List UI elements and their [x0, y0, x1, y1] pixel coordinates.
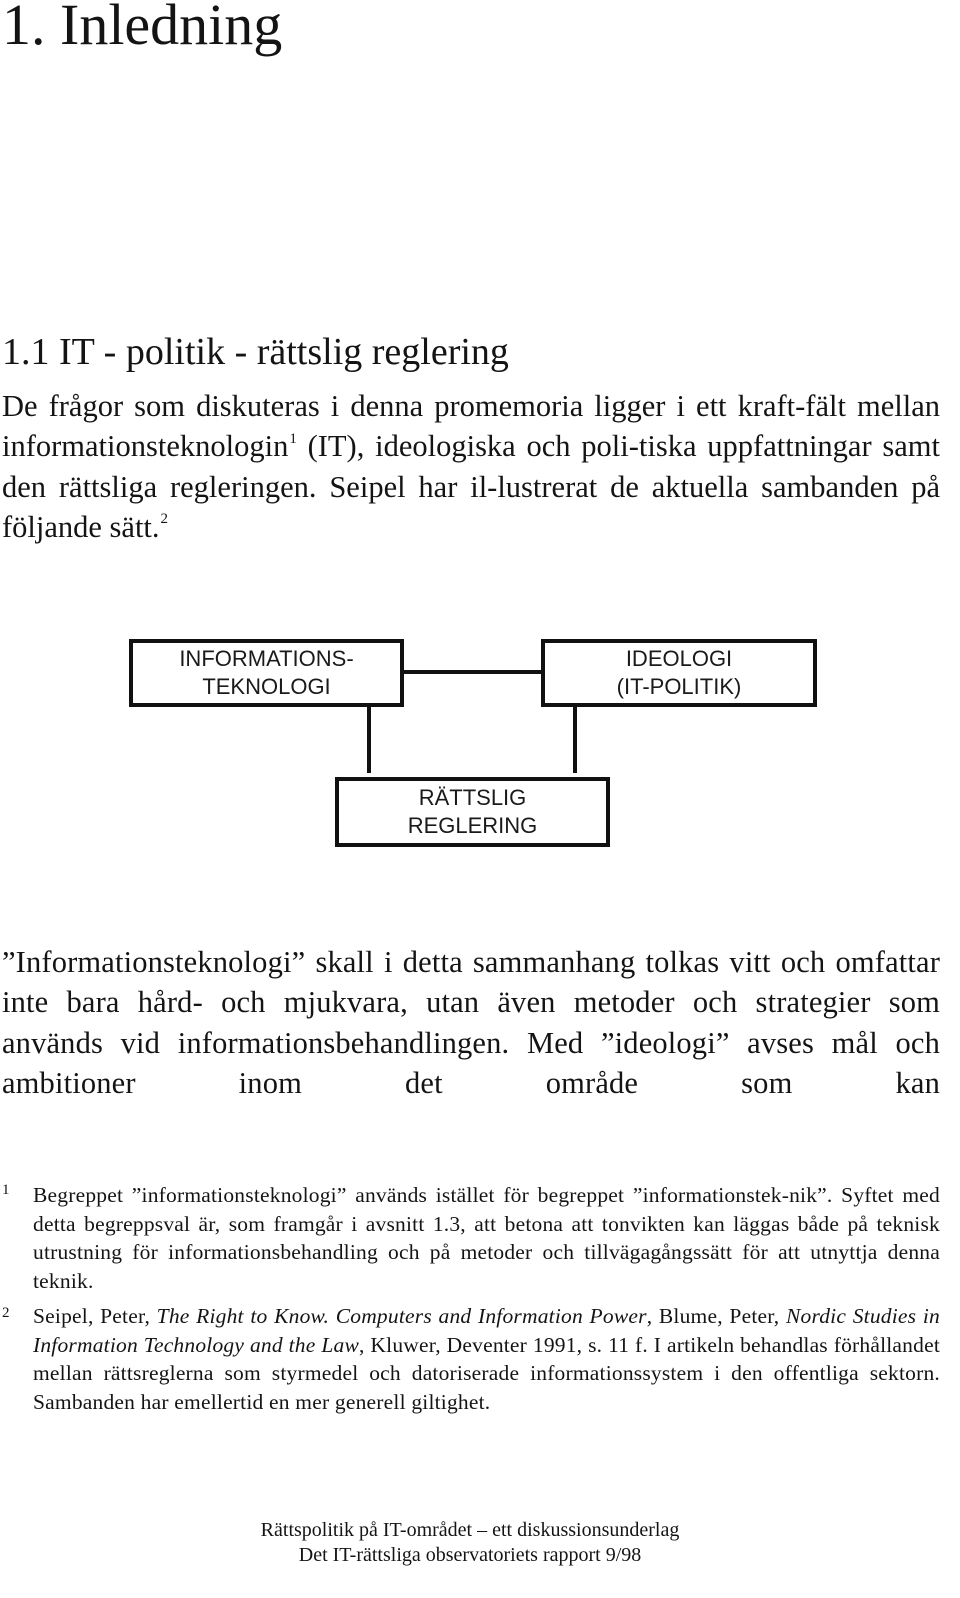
- footnote-1-text: Begreppet ”informationsteknologi” används istället för begreppet ”informationstek-nik”. Syftet med detta begreppsval är, som framgår i avsnitt 1.3, att betona att tonvikten kan läggas både på teknisk utrustning för informationsbehandling och på metoder och tillvägagångssätt för att utnyttja denna teknik.: [33, 1183, 940, 1293]
- connector-ideology-law: [573, 707, 577, 773]
- intro-text-part1: De frågor som diskuteras i denna promemoria ligger i ett kraft-fält mellan informationsteknologin: [2, 389, 940, 464]
- box-it-line1: INFORMATIONS-: [179, 646, 354, 671]
- box-it-line2: TEKNOLOGI: [202, 674, 331, 699]
- connector-it-law: [367, 707, 371, 773]
- footnote-ref-2[interactable]: 2: [160, 511, 169, 528]
- box-law-line2: REGLERING: [407, 813, 538, 838]
- diagram-box-information-technology: [129, 639, 404, 707]
- footnote-2-series-title: Nordic Studies in Information Technology and the Law: [33, 1304, 940, 1357]
- box-ideology-line1: IDEOLOGI: [625, 646, 733, 671]
- footer-report-title: Rättspolitik på IT-området – ett diskussionsunderlag: [260, 1519, 680, 1541]
- footer-report-number: Det IT-rättsliga observatoriets rapport 9/98: [298, 1544, 642, 1566]
- intro-paragraph: [2, 386, 940, 547]
- box-ideology-line2: (IT-POLITIK): [616, 674, 742, 699]
- section-title: 1.1 IT - politik - rättslig reglering: [2, 331, 509, 373]
- footnote-2-number: 2: [2, 1305, 10, 1321]
- body-paragraph: ”Informationsteknologi” skall i detta sammanhang tolkas vitt och omfattar inte bara hård- och mjukvara, utan även metoder och strategier som används vid informationsbehandlingen. Med ”ideologi” avses mål och ambitioner inom det område som kan: [2, 945, 940, 1100]
- connector-it-ideology: [404, 670, 541, 674]
- footnote-1-number: 1: [2, 1182, 10, 1198]
- footnote-2-text: [33, 1302, 940, 1416]
- box-law-line1: RÄTTSLIG: [418, 785, 527, 810]
- footnote-2-seg1: Seipel, Peter,: [33, 1304, 157, 1328]
- diagram-box-ideology: [541, 639, 817, 707]
- footnote-ref-1[interactable]: 1: [289, 430, 297, 447]
- intro-text-part2: (IT), ideologiska och poli-tiska uppfattningar samt den rättsliga regleringen. Seipel har il-lustrerat de aktuella sambanden på följande sätt.: [2, 429, 940, 544]
- footnote-2-seg5: , Kluwer, Deventer 1991, s. 11 f. I artikeln behandlas förhållandet mellan rättsreglerna som styrmedel och datoriserade informationssystem i den offentliga sektorn. Sambanden har emellertid en mer generell giltighet.: [33, 1332, 940, 1414]
- chapter-title: 1. Inledning: [2, 0, 283, 57]
- diagram-box-legal-regulation: [335, 777, 610, 847]
- footnote-2-book-title: The Right to Know. Computers and Information Power: [156, 1304, 647, 1328]
- footnote-2-seg3: , Blume, Peter,: [646, 1304, 786, 1328]
